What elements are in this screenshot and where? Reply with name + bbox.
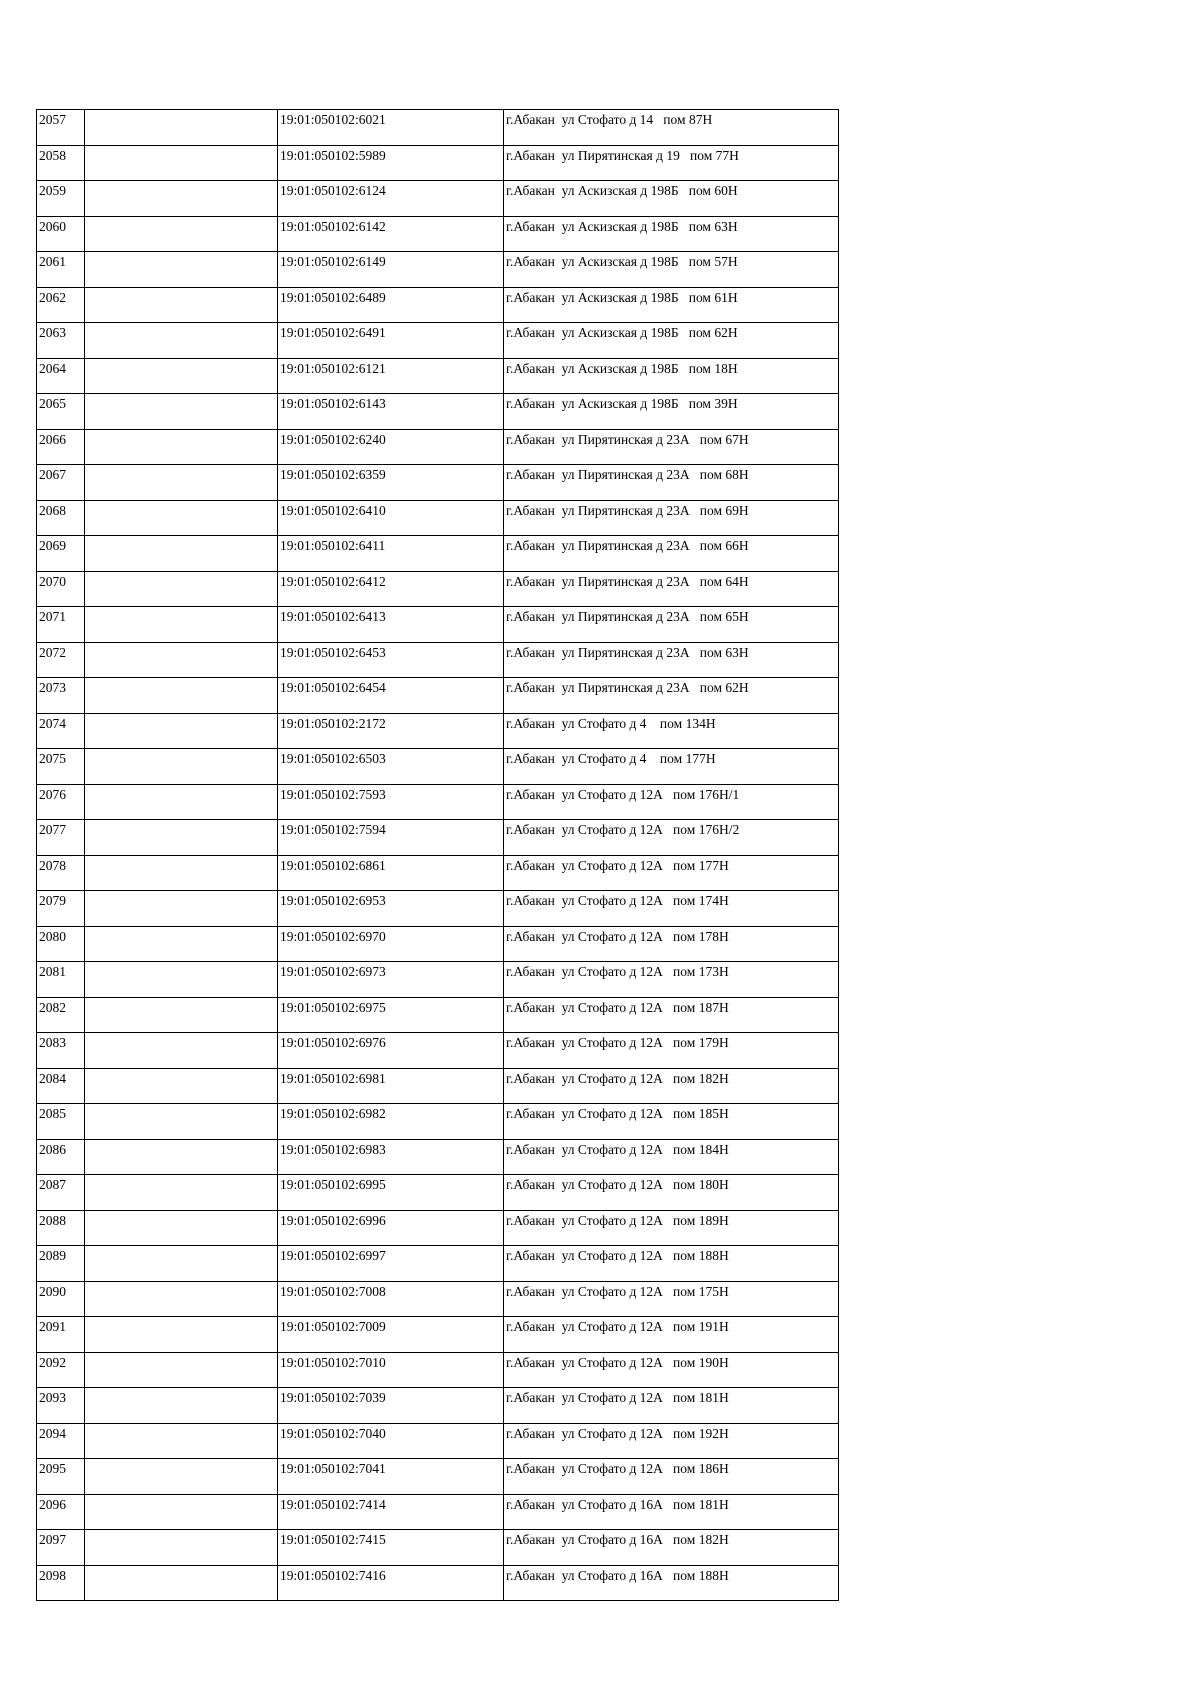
table-row	[37, 1352, 839, 1388]
row-number-cell: 2090	[37, 1281, 85, 1317]
row-number-cell: 2073	[37, 678, 85, 714]
row-number-cell: 2076	[37, 784, 85, 820]
table-row	[37, 571, 839, 607]
cadastral-number-cell: 19:01:050102:6983	[278, 1139, 504, 1175]
row-number-cell: 2098	[37, 1565, 85, 1601]
empty-cell	[85, 607, 278, 643]
table-row	[37, 252, 839, 288]
cadastral-number-cell: 19:01:050102:6982	[278, 1104, 504, 1140]
table-row	[37, 1210, 839, 1246]
address-cell: г.Абакан ул Пирятинская д 23А пом 65Н	[504, 607, 839, 643]
empty-cell	[85, 891, 278, 927]
empty-cell	[85, 1104, 278, 1140]
address-cell: г.Абакан ул Стофато д 14 пом 87Н	[504, 110, 839, 146]
table-row	[37, 1033, 839, 1069]
empty-cell	[85, 465, 278, 501]
empty-cell	[85, 110, 278, 146]
table-row	[37, 1565, 839, 1601]
empty-cell	[85, 1459, 278, 1495]
cadastral-number-cell: 19:01:050102:6359	[278, 465, 504, 501]
cadastral-number-cell: 19:01:050102:6970	[278, 926, 504, 962]
table-row	[37, 536, 839, 572]
empty-cell	[85, 252, 278, 288]
row-number-cell: 2077	[37, 820, 85, 856]
empty-cell	[85, 1139, 278, 1175]
table-row	[37, 820, 839, 856]
cadastral-number-cell: 19:01:050102:6412	[278, 571, 504, 607]
empty-cell	[85, 1317, 278, 1353]
row-number-cell: 2067	[37, 465, 85, 501]
address-cell: г.Абакан ул Стофато д 12А пом 189Н	[504, 1210, 839, 1246]
cadastral-number-cell: 19:01:050102:6995	[278, 1175, 504, 1211]
registry-table-body	[37, 110, 839, 1601]
row-number-cell: 2071	[37, 607, 85, 643]
empty-cell	[85, 536, 278, 572]
cadastral-number-cell: 19:01:050102:6503	[278, 749, 504, 785]
empty-cell	[85, 323, 278, 359]
address-cell: г.Абакан ул Стофато д 12А пом 176Н/1	[504, 784, 839, 820]
row-number-cell: 2084	[37, 1068, 85, 1104]
empty-cell	[85, 749, 278, 785]
address-cell: г.Абакан ул Стофато д 12А пом 188Н	[504, 1246, 839, 1282]
table-row	[37, 358, 839, 394]
address-cell: г.Абакан ул Стофато д 12А пом 173Н	[504, 962, 839, 998]
row-number-cell: 2087	[37, 1175, 85, 1211]
table-row	[37, 997, 839, 1033]
address-cell: г.Абакан ул Аскизская д 198Б пом 63Н	[504, 216, 839, 252]
table-row	[37, 323, 839, 359]
row-number-cell: 2095	[37, 1459, 85, 1495]
row-number-cell: 2080	[37, 926, 85, 962]
row-number-cell: 2066	[37, 429, 85, 465]
empty-cell	[85, 1388, 278, 1424]
empty-cell	[85, 1565, 278, 1601]
cadastral-number-cell: 19:01:050102:6973	[278, 962, 504, 998]
row-number-cell: 2065	[37, 394, 85, 430]
address-cell: г.Абакан ул Пирятинская д 23А пом 63Н	[504, 642, 839, 678]
cadastral-number-cell: 19:01:050102:6981	[278, 1068, 504, 1104]
row-number-cell: 2085	[37, 1104, 85, 1140]
address-cell: г.Абакан ул Аскизская д 198Б пом 61Н	[504, 287, 839, 323]
cadastral-number-cell: 19:01:050102:6489	[278, 287, 504, 323]
empty-cell	[85, 429, 278, 465]
address-cell: г.Абакан ул Пирятинская д 23А пом 67Н	[504, 429, 839, 465]
cadastral-number-cell: 19:01:050102:6861	[278, 855, 504, 891]
address-cell: г.Абакан ул Аскизская д 198Б пом 18Н	[504, 358, 839, 394]
address-cell: г.Абакан ул Аскизская д 198Б пом 39Н	[504, 394, 839, 430]
row-number-cell: 2082	[37, 997, 85, 1033]
table-row	[37, 110, 839, 146]
empty-cell	[85, 713, 278, 749]
address-cell: г.Абакан ул Пирятинская д 23А пом 69Н	[504, 500, 839, 536]
row-number-cell: 2057	[37, 110, 85, 146]
table-row	[37, 855, 839, 891]
row-number-cell: 2089	[37, 1246, 85, 1282]
empty-cell	[85, 1352, 278, 1388]
empty-cell	[85, 642, 278, 678]
address-cell: г.Абакан ул Стофато д 4 пом 134Н	[504, 713, 839, 749]
cadastral-number-cell: 19:01:050102:7593	[278, 784, 504, 820]
empty-cell	[85, 500, 278, 536]
empty-cell	[85, 145, 278, 181]
empty-cell	[85, 1068, 278, 1104]
cadastral-number-cell: 19:01:050102:6975	[278, 997, 504, 1033]
table-row	[37, 784, 839, 820]
address-cell: г.Абакан ул Стофато д 12А пом 192Н	[504, 1423, 839, 1459]
empty-cell	[85, 962, 278, 998]
cadastral-number-cell: 19:01:050102:6143	[278, 394, 504, 430]
address-cell: г.Абакан ул Стофато д 12А пом 191Н	[504, 1317, 839, 1353]
address-cell: г.Абакан ул Стофато д 16А пом 181Н	[504, 1494, 839, 1530]
table-row	[37, 429, 839, 465]
row-number-cell: 2068	[37, 500, 85, 536]
cadastral-number-cell: 19:01:050102:6142	[278, 216, 504, 252]
row-number-cell: 2091	[37, 1317, 85, 1353]
table-row	[37, 607, 839, 643]
empty-cell	[85, 1210, 278, 1246]
empty-cell	[85, 997, 278, 1033]
row-number-cell: 2075	[37, 749, 85, 785]
address-cell: г.Абакан ул Стофато д 12А пом 182Н	[504, 1068, 839, 1104]
table-row	[37, 962, 839, 998]
cadastral-number-cell: 19:01:050102:7010	[278, 1352, 504, 1388]
address-cell: г.Абакан ул Пирятинская д 19 пом 77Н	[504, 145, 839, 181]
table-row	[37, 1388, 839, 1424]
row-number-cell: 2088	[37, 1210, 85, 1246]
empty-cell	[85, 1033, 278, 1069]
row-number-cell: 2064	[37, 358, 85, 394]
empty-cell	[85, 1423, 278, 1459]
row-number-cell: 2081	[37, 962, 85, 998]
row-number-cell: 2096	[37, 1494, 85, 1530]
address-cell: г.Абакан ул Пирятинская д 23А пом 68Н	[504, 465, 839, 501]
table-row	[37, 1246, 839, 1282]
cadastral-number-cell: 19:01:050102:7039	[278, 1388, 504, 1424]
empty-cell	[85, 287, 278, 323]
table-row	[37, 891, 839, 927]
cadastral-number-cell: 19:01:050102:6453	[278, 642, 504, 678]
row-number-cell: 2072	[37, 642, 85, 678]
empty-cell	[85, 926, 278, 962]
table-row	[37, 1423, 839, 1459]
row-number-cell: 2063	[37, 323, 85, 359]
empty-cell	[85, 181, 278, 217]
cadastral-number-cell: 19:01:050102:6149	[278, 252, 504, 288]
cadastral-number-cell: 19:01:050102:2172	[278, 713, 504, 749]
row-number-cell: 2060	[37, 216, 85, 252]
cadastral-number-cell: 19:01:050102:6454	[278, 678, 504, 714]
address-cell: г.Абакан ул Стофато д 12А пом 177Н	[504, 855, 839, 891]
property-registry-table	[36, 109, 839, 1601]
row-number-cell: 2078	[37, 855, 85, 891]
address-cell: г.Абакан ул Стофато д 16А пом 182Н	[504, 1530, 839, 1566]
empty-cell	[85, 1246, 278, 1282]
cadastral-number-cell: 19:01:050102:7594	[278, 820, 504, 856]
cadastral-number-cell: 19:01:050102:6953	[278, 891, 504, 927]
empty-cell	[85, 1281, 278, 1317]
empty-cell	[85, 571, 278, 607]
cadastral-number-cell: 19:01:050102:7414	[278, 1494, 504, 1530]
table-row	[37, 1530, 839, 1566]
table-row	[37, 1494, 839, 1530]
address-cell: г.Абакан ул Стофато д 12А пом 190Н	[504, 1352, 839, 1388]
cadastral-number-cell: 19:01:050102:7416	[278, 1565, 504, 1601]
table-row	[37, 926, 839, 962]
address-cell: г.Абакан ул Стофато д 12А пом 187Н	[504, 997, 839, 1033]
row-number-cell: 2092	[37, 1352, 85, 1388]
row-number-cell: 2083	[37, 1033, 85, 1069]
empty-cell	[85, 855, 278, 891]
table-row	[37, 145, 839, 181]
cadastral-number-cell: 19:01:050102:6124	[278, 181, 504, 217]
table-row	[37, 642, 839, 678]
cadastral-number-cell: 19:01:050102:7040	[278, 1423, 504, 1459]
table-row	[37, 1281, 839, 1317]
cadastral-number-cell: 19:01:050102:6997	[278, 1246, 504, 1282]
table-row	[37, 394, 839, 430]
empty-cell	[85, 678, 278, 714]
cadastral-number-cell: 19:01:050102:6121	[278, 358, 504, 394]
address-cell: г.Абакан ул Стофато д 12А пом 185Н	[504, 1104, 839, 1140]
address-cell: г.Абакан ул Стофато д 4 пом 177Н	[504, 749, 839, 785]
table-row	[37, 216, 839, 252]
document-page	[36, 109, 839, 1601]
row-number-cell: 2086	[37, 1139, 85, 1175]
cadastral-number-cell: 19:01:050102:7415	[278, 1530, 504, 1566]
cadastral-number-cell: 19:01:050102:6976	[278, 1033, 504, 1069]
empty-cell	[85, 1175, 278, 1211]
address-cell: г.Абакан ул Стофато д 12А пом 179Н	[504, 1033, 839, 1069]
address-cell: г.Абакан ул Стофато д 12А пом 176Н/2	[504, 820, 839, 856]
row-number-cell: 2058	[37, 145, 85, 181]
address-cell: г.Абакан ул Стофато д 16А пом 188Н	[504, 1565, 839, 1601]
row-number-cell: 2070	[37, 571, 85, 607]
row-number-cell: 2061	[37, 252, 85, 288]
row-number-cell: 2059	[37, 181, 85, 217]
address-cell: г.Абакан ул Стофато д 12А пом 175Н	[504, 1281, 839, 1317]
cadastral-number-cell: 19:01:050102:7009	[278, 1317, 504, 1353]
row-number-cell: 2062	[37, 287, 85, 323]
address-cell: г.Абакан ул Стофато д 12А пом 181Н	[504, 1388, 839, 1424]
address-cell: г.Абакан ул Аскизская д 198Б пом 57Н	[504, 252, 839, 288]
cadastral-number-cell: 19:01:050102:6491	[278, 323, 504, 359]
table-row	[37, 500, 839, 536]
cadastral-number-cell: 19:01:050102:7041	[278, 1459, 504, 1495]
empty-cell	[85, 784, 278, 820]
table-row	[37, 1317, 839, 1353]
cadastral-number-cell: 19:01:050102:6410	[278, 500, 504, 536]
table-row	[37, 1459, 839, 1495]
cadastral-number-cell: 19:01:050102:6240	[278, 429, 504, 465]
table-row	[37, 1104, 839, 1140]
cadastral-number-cell: 19:01:050102:5989	[278, 145, 504, 181]
empty-cell	[85, 394, 278, 430]
table-row	[37, 1139, 839, 1175]
address-cell: г.Абакан ул Стофато д 12А пом 178Н	[504, 926, 839, 962]
address-cell: г.Абакан ул Аскизская д 198Б пом 62Н	[504, 323, 839, 359]
address-cell: г.Абакан ул Стофато д 12А пом 184Н	[504, 1139, 839, 1175]
address-cell: г.Абакан ул Пирятинская д 23А пом 62Н	[504, 678, 839, 714]
row-number-cell: 2074	[37, 713, 85, 749]
row-number-cell: 2093	[37, 1388, 85, 1424]
empty-cell	[85, 216, 278, 252]
cadastral-number-cell: 19:01:050102:6996	[278, 1210, 504, 1246]
table-row	[37, 678, 839, 714]
address-cell: г.Абакан ул Пирятинская д 23А пом 64Н	[504, 571, 839, 607]
address-cell: г.Абакан ул Стофато д 12А пом 174Н	[504, 891, 839, 927]
address-cell: г.Абакан ул Стофато д 12А пом 186Н	[504, 1459, 839, 1495]
cadastral-number-cell: 19:01:050102:6413	[278, 607, 504, 643]
table-row	[37, 287, 839, 323]
empty-cell	[85, 358, 278, 394]
table-row	[37, 465, 839, 501]
address-cell: г.Абакан ул Пирятинская д 23А пом 66Н	[504, 536, 839, 572]
row-number-cell: 2069	[37, 536, 85, 572]
table-row	[37, 1175, 839, 1211]
table-row	[37, 181, 839, 217]
row-number-cell: 2079	[37, 891, 85, 927]
row-number-cell: 2094	[37, 1423, 85, 1459]
table-row	[37, 713, 839, 749]
row-number-cell: 2097	[37, 1530, 85, 1566]
cadastral-number-cell: 19:01:050102:6021	[278, 110, 504, 146]
cadastral-number-cell: 19:01:050102:6411	[278, 536, 504, 572]
table-row	[37, 1068, 839, 1104]
address-cell: г.Абакан ул Аскизская д 198Б пом 60Н	[504, 181, 839, 217]
address-cell: г.Абакан ул Стофато д 12А пом 180Н	[504, 1175, 839, 1211]
empty-cell	[85, 1494, 278, 1530]
empty-cell	[85, 820, 278, 856]
cadastral-number-cell: 19:01:050102:7008	[278, 1281, 504, 1317]
table-row	[37, 749, 839, 785]
empty-cell	[85, 1530, 278, 1566]
